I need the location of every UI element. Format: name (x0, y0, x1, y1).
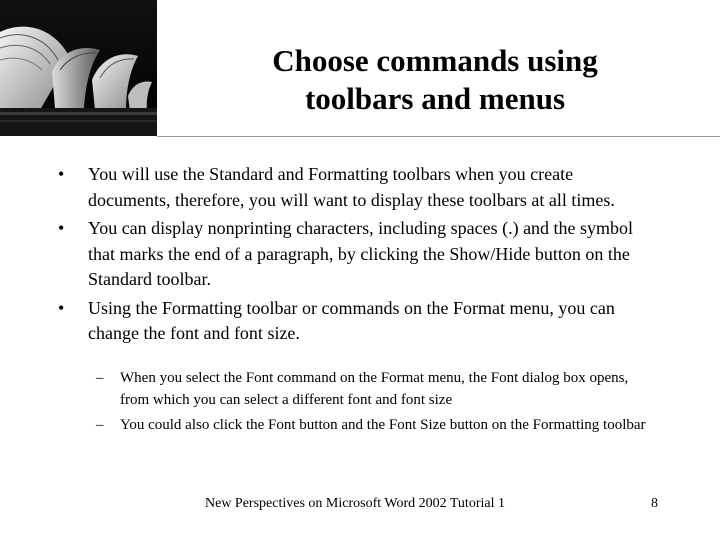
page-number: 8 (651, 496, 658, 511)
slide-title (200, 42, 670, 118)
slide-footer: New Perspectives on Microsoft Word 2002 Tutorial 1 (205, 496, 505, 511)
bullet-marker: • (58, 297, 65, 318)
sub-bullet-marker: – (96, 370, 104, 386)
sub-bullet-item (96, 414, 656, 436)
bullet-item (58, 296, 658, 347)
title-line-1: Choose commands using (272, 43, 598, 78)
bullet-text: You will use the Standard and Formatting toolbars when you create documents, therefore, you will want to display these toolbars at all times. (88, 164, 615, 210)
bullet-text: You can display nonprinting characters, including spaces (.) and the symbol that marks the end of a paragraph, by clicking the Show/Hide button on the Standard toolbar. (88, 218, 634, 289)
sub-bullet-text: You could also click the Font button and the Font Size button on the Formatting toolbar (120, 417, 646, 433)
header-divider (157, 136, 720, 137)
bullet-marker: • (58, 218, 65, 238)
sub-bullet-marker: – (96, 417, 104, 433)
bullet-item (58, 216, 658, 293)
bullet-marker: • (58, 164, 65, 184)
sub-bullet-item (96, 367, 656, 411)
bullet-text: Using the Formatting toolbar or commands on the Format menu, you can change the font and font size. (88, 297, 615, 343)
header-photo (0, 0, 157, 136)
sub-bullet-list (96, 367, 656, 439)
bullet-item (58, 162, 658, 213)
opera-house-image (0, 0, 157, 136)
sub-bullet-text: When you select the Font command on the Format menu, the Font dialog box opens, from which you can select a different font and font size (120, 370, 629, 408)
title-line-2: toolbars and menus (304, 81, 566, 116)
bullet-list (58, 162, 658, 350)
